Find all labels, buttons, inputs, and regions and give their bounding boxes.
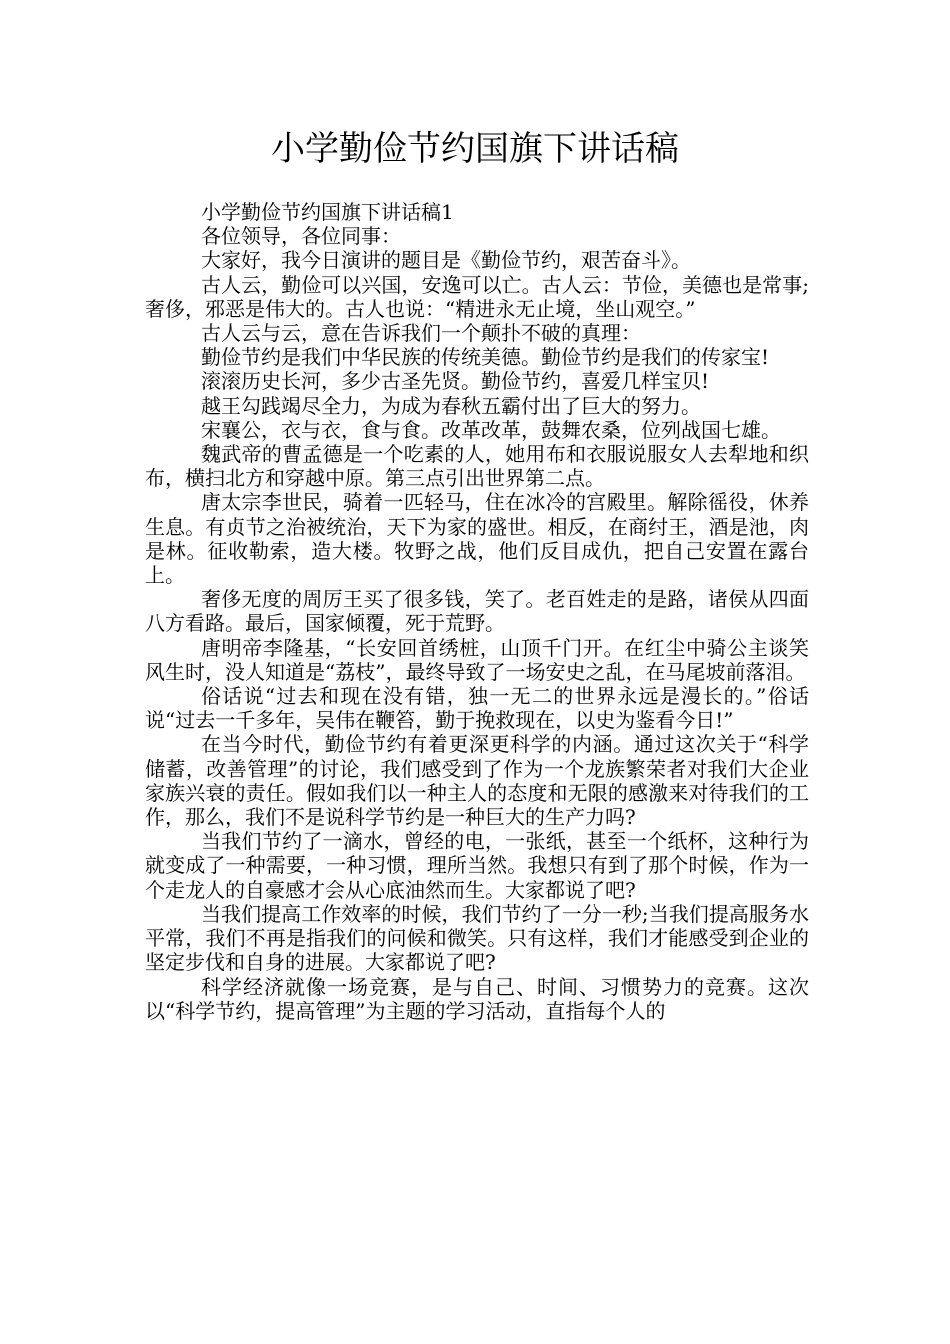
paragraph: 宋襄公，衣与衣，食与食。改革改革，鼓舞农桑，位列战国七雄。 <box>201 417 781 442</box>
paragraph: 当我们提高工作效率的时候，我们节约了一分一秒;当我们提高服务水平常，我们不再是指我们的问候和微笑。只有这样，我们才能感受到企业的坚定步伐和自身的进展。大家都说了吧? <box>145 901 809 975</box>
document-title: 小学勤俭节约国旗下讲话稿 <box>271 129 679 169</box>
paragraph: 滚滚历史长河，多少古圣先贤。勤俭节约，喜爱几样宝贝! <box>201 369 710 394</box>
paragraph: 古人云，勤俭可以兴国，安逸可以亡。古人云：节俭，美德也是常事;奢侈，邪恶是伟大的。古人也说：“精进永无止境，坐山观空。” <box>145 272 809 321</box>
paragraph: 奢侈无度的周厉王买了很多钱，笑了。老百姓走的是路，诸侯从四面八方看路。最后，国家倾覆，死于荒野。 <box>145 587 809 636</box>
paragraph: 古人云与云，意在告诉我们一个颠扑不破的真理： <box>201 321 641 346</box>
document-body <box>145 200 809 1023</box>
paragraph: 各位领导，各位同事： <box>201 224 401 249</box>
paragraph: 科学经济就像一场竞赛，是与自己、时间、习惯势力的竞赛。这次以“科学节约，提高管理”为主题的学习活动，直指每个人的 <box>145 974 809 1023</box>
paragraph: 小学勤俭节约国旗下讲话稿1 <box>201 200 454 224</box>
paragraph: 俗话说“过去和现在没有错，独一无二的世界永远是漫长的。”俗话说“过去一千多年，吴伟在鞭笞，勤于挽救现在，以史为鉴看今日!” <box>145 684 809 733</box>
paragraph: 魏武帝的曹孟德是一个吃素的人，她用布和衣服说服女人去犁地和织布，横扫北方和穿越中原。第三点引出世界第二点。 <box>145 442 809 491</box>
paragraph: 大家好，我今日演讲的题目是《勤俭节约，艰苦奋斗》。 <box>201 248 691 273</box>
paragraph: 在当今时代，勤俭节约有着更深更科学的内涵。通过这次关于“科学储蓄，改善管理”的讨论，我们感受到了作为一个龙族繁荣者对我们大企业家族兴衰的责任。假如我们以一种主人的态度和无限的感激来对待我们的工作，那么，我们不是说科学节约是一种巨大的生产力吗? <box>145 732 809 830</box>
paragraph: 当我们节约了一滴水，曾经的电，一张纸，甚至一个纸杯，这种行为就变成了一种需要，一种习惯，理所当然。我想只有到了那个时候，作为一个走龙人的自豪感才会从心底油然而生。大家都说了吧? <box>145 829 809 902</box>
paragraph: 唐太宗李世民，骑着一匹轻马，住在冰冷的宫殿里。解除徭役，休养生息。有贞节之治被统治，天下为家的盛世。相反，在商纣王，酒是池，肉是林。征收勒索，造大楼。牧野之战，他们反目成仇，把自己安置在露台上。 <box>145 490 809 588</box>
paragraph: 勤俭节约是我们中华民族的传统美德。勤俭节约是我们的传家宝! <box>201 345 770 370</box>
paragraph: 唐明帝李隆基，“长安回首绣桩，山顶千门开。在红尘中骑公主谈笑风生时，没人知道是“荔枝”，最终导致了一场安史之乱，在马尾坡前落泪。 <box>145 635 809 684</box>
paragraph: 越王勾践竭尽全力，为成为春秋五霸付出了巨大的努力。 <box>201 393 701 418</box>
